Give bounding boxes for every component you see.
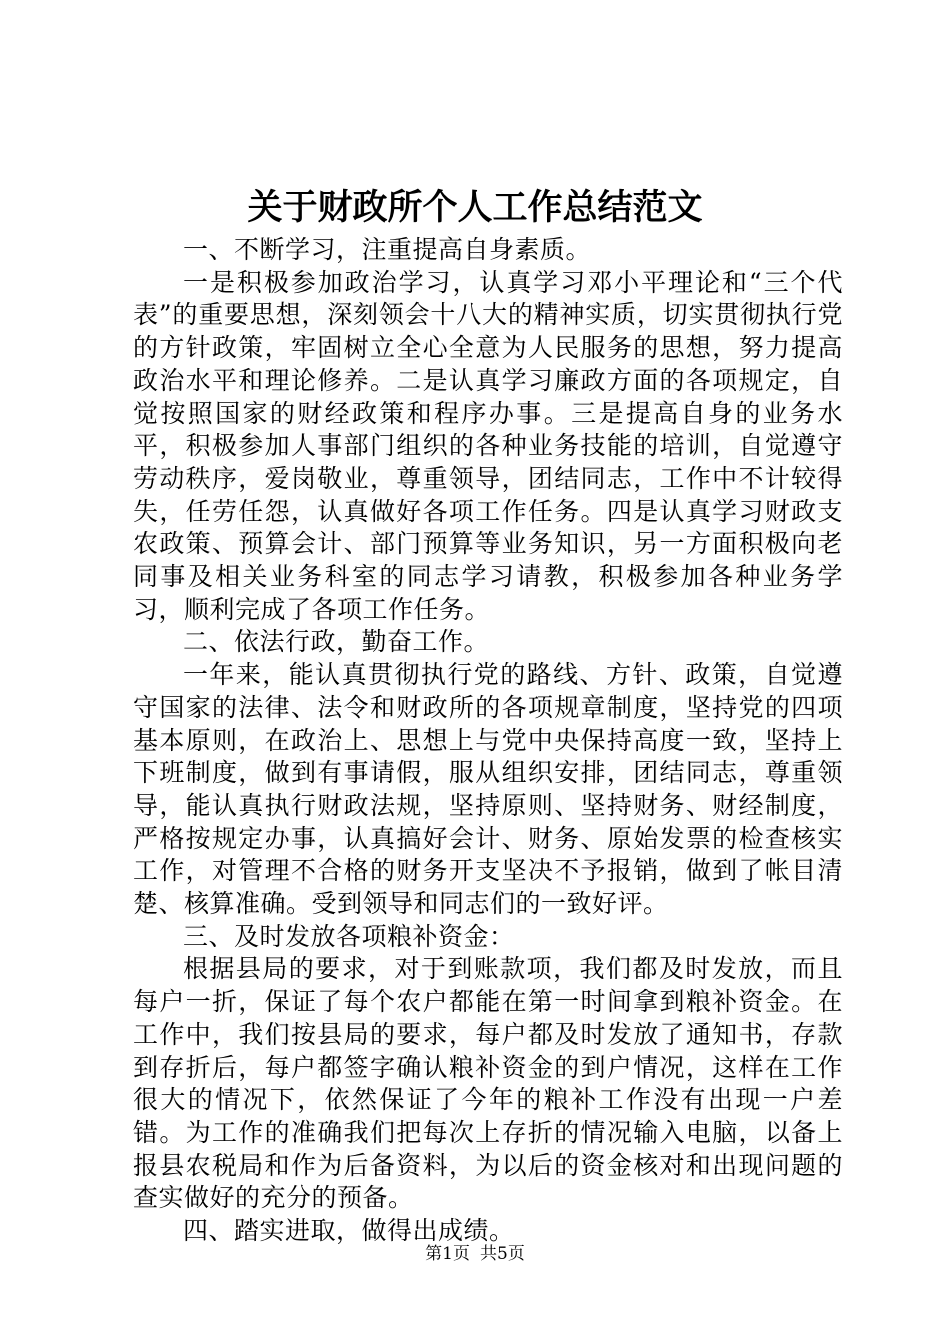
document-body: [133, 234, 843, 1248]
page-total: 共5页: [480, 1244, 525, 1264]
section-heading-1: 一、不断学习，注重提高自身素质。: [183, 235, 592, 264]
paragraph-3: 根据县局的要求，对于到账款项，我们都及时发放，而且每户一折，保证了每个农户都能在第一时间拿到粮补资金。在工作中，我们按县局的要求，每户都及时发放了通知书，存款到存折后，每户都签字确认粮补资金的到户情况，这样在工作很大的情况下，依然保证了今年的粮补工作没有出现一户差错。为工作的准确我们把每次上存折的情况输入电脑，以备上报县农税局和作为后备资料，为以后的资金核对和出现问题的查实做好的充分的预备。: [133, 954, 843, 1213]
section-heading-3: 三、及时发放各项粮补资金：: [183, 921, 515, 951]
section-heading-2: 二、依法行政，勤奋工作。: [183, 627, 490, 657]
page-footer: [0, 1242, 950, 1266]
section-heading-4: 四、踏实进取，做得出成绩。: [183, 1216, 515, 1246]
paragraph-2: 一年来，能认真贯彻执行党的路线、方针、政策，自觉遵守国家的法律、法令和财政所的各项规章制度，坚持党的四项基本原则，在政治上、思想上与党中央保持高度一致，坚持上下班制度，做到有事请假，服从组织安排，团结同志，尊重领导，能认真执行财政法规，坚持原则、坚持财务、财经制度，严格按规定办事，认真搞好会计、财务、原始发票的检查核实工作，对管理不合格的财务开支坚决不予报销，做到了帐目清楚、核算准确。受到领导和同志们的一致好评。: [133, 660, 843, 919]
paragraph-1: 一是积极参加政治学习，认真学习邓小平理论和“三个代表”的重要思想，深刻领会十八大的精神实质，切实贯彻执行党的方针政策，牢固树立全心全意为人民服务的思想，努力提高政治水平和理论修养。二是认真学习廉政方面的各项规定，自觉按照国家的财经政策和程序办事。三是提高自身的业务水平，积极参加人事部门组织的各种业务技能的培训，自觉遵守劳动秩序，爱岗敬业，尊重领导，团结同志，工作中不计较得失，任劳任怨，认真做好各项工作任务。四是认真学习财政支农政策、预算会计、部门预算等业务知识，另一方面积极向老同事及相关业务科室的同志学习请教，积极参加各种业务学习，顺利完成了各项工作任务。: [133, 267, 843, 624]
document-title: 关于财政所个人工作总结范文: [247, 187, 703, 228]
page-number: 第1页: [425, 1244, 470, 1264]
